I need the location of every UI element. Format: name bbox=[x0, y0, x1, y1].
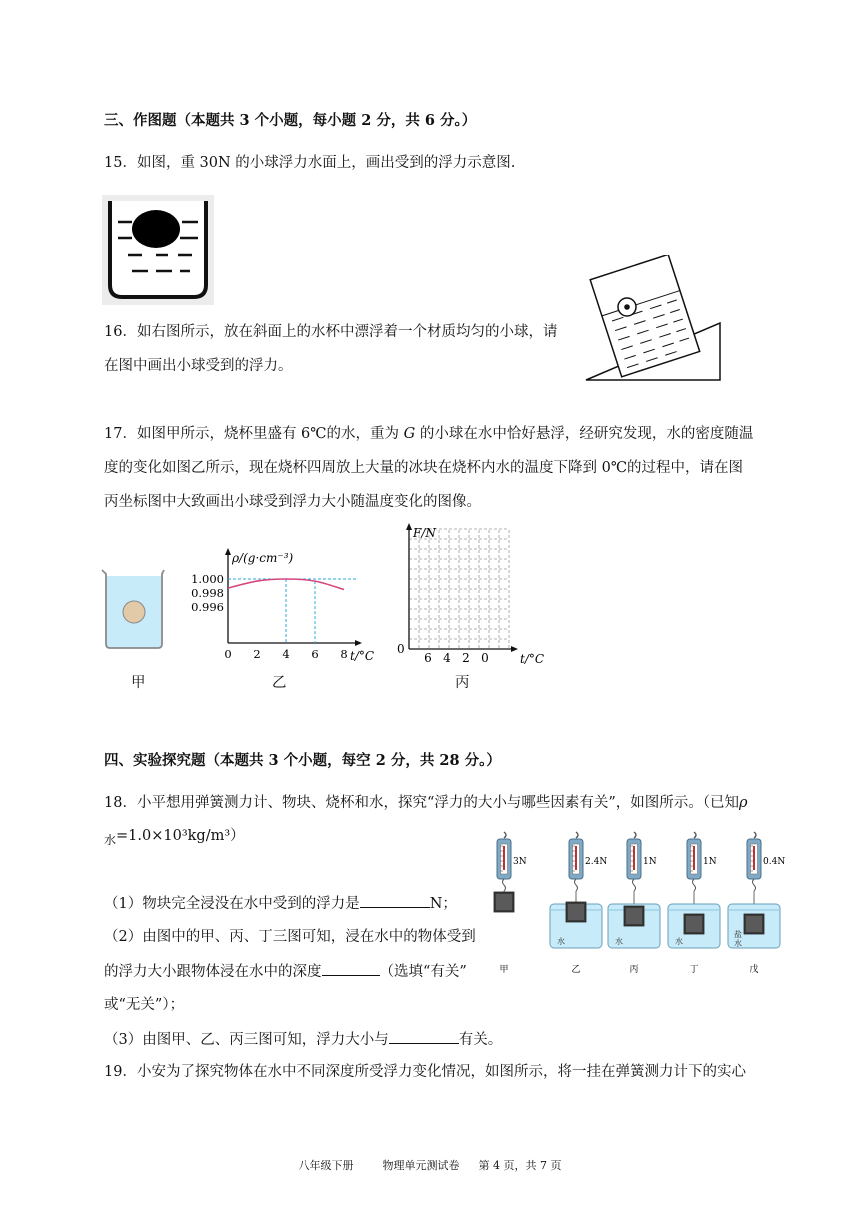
yi-y-tick-3: 0.996 bbox=[191, 600, 224, 614]
figure-17-jia-caption: 甲 bbox=[131, 675, 146, 691]
liquid-label-4: 盐 bbox=[734, 930, 742, 939]
yi-x-tick-6: 6 bbox=[311, 647, 319, 661]
liquid-label-3: 水 bbox=[675, 937, 683, 946]
answer-blank-3[interactable] bbox=[389, 1029, 459, 1044]
question-18-line-2: $_水$=1.0×10³kg/m³） bbox=[104, 828, 245, 847]
svg-text:水: 水 bbox=[734, 939, 742, 948]
scale-caption-4: 戊 bbox=[749, 965, 759, 975]
figure-16-incline-cup bbox=[580, 255, 725, 385]
bing-y-label: F/N bbox=[413, 526, 436, 540]
question-16-line-2: 在图中画出小球受到的浮力。 bbox=[104, 358, 293, 374]
page-footer bbox=[0, 1158, 860, 1174]
spring-scale-0 bbox=[494, 832, 527, 975]
bing-x-tick-0: 6 bbox=[424, 651, 432, 665]
bing-origin: 0 bbox=[397, 642, 405, 656]
liquid-label-2: 水 bbox=[615, 937, 623, 946]
scale-caption-0: 甲 bbox=[499, 965, 509, 975]
scale-caption-1: 乙 bbox=[571, 965, 581, 975]
yi-x-tick-8: 8 bbox=[340, 647, 348, 661]
scale-reading-0: 3N bbox=[513, 857, 527, 867]
figure-17-yi-caption: 乙 bbox=[272, 675, 287, 691]
question-15: 15．如图，重 30N 的小球浮力水面上，画出受到的浮力示意图. bbox=[104, 155, 516, 171]
answer-blank-1[interactable] bbox=[360, 893, 430, 908]
footer-grade: 八年级下册 bbox=[298, 1159, 354, 1172]
section-4-heading: 四、实验探究题（本题共 3 个小题，每空 2 分，共 28 分。） bbox=[104, 752, 501, 769]
yi-x-label: t/°C bbox=[350, 649, 375, 663]
question-17-line-1: 17．如图甲所示，烧杯里盛有 6℃的水，重为 G 的小球在水中恰好悬浮，经研究发现，水的密度随温 bbox=[104, 426, 754, 442]
question-18-part-3: （3）由图甲、乙、丙三图可知，浮力大小与 有关。 bbox=[104, 1029, 502, 1050]
footer-page: 第 4 页，共 7 页 bbox=[478, 1159, 562, 1172]
question-17-line-2: 度的变化如图乙所示，现在烧杯四周放上大量的冰块在烧杯内水的温度下降到 0℃的过程中，请在图 bbox=[104, 460, 744, 476]
question-19: 19．小安为了探究物体在水中不同深度所受浮力变化情况，如图所示，将一挂在弹簧测力计下的实心 bbox=[104, 1064, 746, 1080]
scale-reading-2: 1N bbox=[643, 857, 657, 867]
scale-reading-3: 1N bbox=[703, 857, 717, 867]
yi-y-arrow bbox=[225, 548, 231, 555]
scale-reading-4: 0.4N bbox=[763, 857, 786, 867]
bing-x-tick-2: 2 bbox=[462, 651, 470, 665]
yi-x-tick-4: 4 bbox=[282, 647, 290, 661]
scale-caption-2: 丙 bbox=[629, 965, 639, 975]
yi-x-arrow bbox=[355, 640, 362, 646]
figure-17-bing-grid bbox=[392, 520, 552, 670]
bing-x-arrow bbox=[511, 646, 518, 652]
yi-x-tick-2: 2 bbox=[253, 647, 261, 661]
scale-caption-3: 丁 bbox=[689, 965, 699, 975]
bing-y-arrow bbox=[406, 523, 412, 530]
yi-x-tick-0: 0 bbox=[224, 647, 232, 661]
yi-y-tick-1: 1.000 bbox=[191, 572, 224, 586]
bing-x-tick-1: 4 bbox=[443, 651, 451, 665]
footer-subject: 物理单元测试卷 bbox=[382, 1159, 460, 1172]
question-18-part-2-line-2: 的浮力大小跟物体浸在水中的深度 （选填“有关” bbox=[104, 961, 467, 982]
scale-reading-1: 2.4N bbox=[585, 857, 608, 867]
question-18-part-2-line-1: （2）由图中的甲、丙、丁三图可知，浸在水中的物体受到 bbox=[104, 929, 476, 945]
question-18-part-2-line-3: 或“无关”）； bbox=[104, 997, 185, 1013]
question-18-line-1: 18．小平想用弹簧测力计、物块、烧杯和水，探究“浮力的大小与哪些因素有关”，如图所示。（已知ρ bbox=[104, 795, 748, 811]
figure-17-jia-beaker bbox=[98, 566, 168, 652]
bing-x-tick-3: 0 bbox=[481, 651, 489, 665]
answer-blank-2[interactable] bbox=[322, 961, 380, 976]
figure-17-bing-caption: 丙 bbox=[455, 675, 470, 691]
spring-scale-1 bbox=[550, 832, 607, 975]
figure-17-yi-chart bbox=[180, 546, 380, 666]
spring-scale-4 bbox=[728, 832, 785, 975]
question-17-line-3: 丙坐标图中大致画出小球受到浮力大小随温度变化的图像。 bbox=[104, 494, 481, 510]
liquid-label-1: 水 bbox=[557, 937, 565, 946]
yi-y-tick-2: 0.998 bbox=[191, 586, 224, 600]
question-18-part-1: （1）物块完全浸没在水中受到的浮力是 N； bbox=[104, 893, 457, 914]
spring-scale-3 bbox=[668, 832, 720, 975]
bing-x-label: t/°C bbox=[520, 652, 545, 666]
figure-18-spring-scales bbox=[488, 830, 798, 980]
section-3-heading: 三、作图题（本题共 3 个小题，每小题 2 分，共 6 分。） bbox=[104, 112, 477, 129]
yi-y-label: ρ/(g·cm⁻³) bbox=[232, 551, 294, 565]
figure-15-beaker bbox=[102, 195, 214, 305]
spring-scale-2 bbox=[608, 832, 660, 975]
question-16-line-1: 16．如右图所示，放在斜面上的水杯中漂浮着一个材质均匀的小球，请 bbox=[104, 324, 558, 340]
